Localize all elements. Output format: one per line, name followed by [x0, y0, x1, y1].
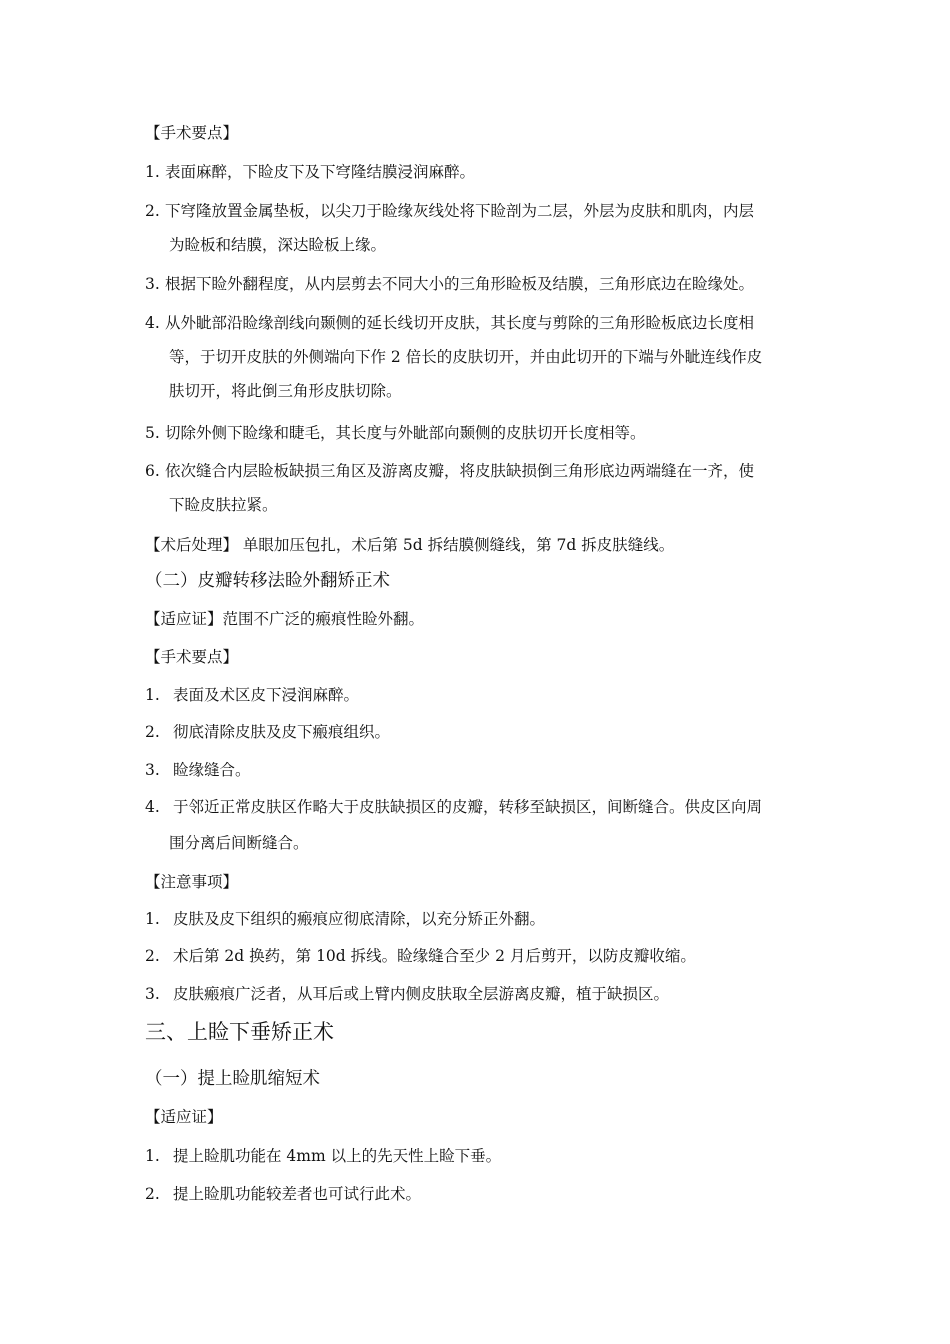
section-title: （一）提上睑肌缩短术 — [145, 1069, 320, 1089]
list-item — [145, 162, 815, 182]
item-text: 术后第 2d 换药，第 10d 拆线。睑缘缝合至少 2 月后剪开，以防皮瓣收缩。 — [173, 947, 696, 965]
section-title: （二）皮瓣转移法睑外翻矫正术 — [145, 571, 390, 591]
item-text-continuation: 等，于切开皮肤的外侧端向下作 2 倍长的皮肤切开，并由此切开的下端与外眦连线作皮 — [169, 348, 763, 366]
item-text: 表面及术区皮下浸润麻醉。 — [173, 686, 360, 704]
item-number: 1. — [145, 1147, 160, 1165]
chapter-title: 三、上睑下垂矫正术 — [145, 1020, 334, 1044]
item-text: 根据下睑外翻程度，从内层剪去不同大小的三角形睑板及结膜，三角形底边在睑缘处。 — [165, 275, 755, 293]
key-points-heading: 【手术要点】 — [145, 124, 239, 142]
item-text: 皮肤瘢痕广泛者，从耳后或上臂内侧皮肤取全层游离皮瓣，植于缺损区。 — [173, 985, 670, 1003]
item-number: 3. — [145, 985, 160, 1003]
item-text-continuation: 为睑板和结膜，深达睑板上缘。 — [169, 236, 387, 254]
item-text: 依次缝合内层睑板缺损三角区及游离皮瓣，将皮肤缺损倒三角形底边两端缝在一齐，使 — [165, 462, 755, 480]
item-text: 切除外侧下睑缘和睫毛，其长度与外眦部向颞侧的皮肤切开长度相等。 — [165, 424, 646, 442]
item-number: 2. — [145, 947, 160, 965]
list-item — [145, 461, 815, 481]
item-text: 提上睑肌功能在 4mm 以上的先天性上睑下垂。 — [173, 1147, 502, 1165]
item-text: 皮肤及皮下组织的瘢痕应彻底清除，以充分矫正外翻。 — [173, 910, 546, 928]
item-text: 从外眦部沿睑缘剖线向颞侧的延长线切开皮肤，其长度与剪除的三角形睑板底边长度相 — [165, 314, 755, 332]
item-text: 表面麻醉，下睑皮下及下穹隆结膜浸润麻醉。 — [165, 163, 476, 181]
list-item — [145, 797, 815, 817]
notes-heading: 【注意事项】 — [145, 873, 239, 891]
item-text: 提上睑肌功能较差者也可试行此术。 — [173, 1185, 422, 1203]
item-number: 6. — [145, 462, 160, 480]
item-number: 4. — [145, 798, 160, 816]
item-text-continuation: 围分离后间断缝合。 — [169, 834, 309, 852]
item-number: 2. — [145, 723, 160, 741]
item-number: 4. — [145, 314, 160, 332]
list-item — [145, 423, 815, 443]
list-item — [145, 1184, 815, 1204]
postop-care: 【术后处理】 单眼加压包扎，术后第 5d 拆结膜侧缝线，第 7d 拆皮肤缝线。 — [145, 536, 675, 554]
list-item — [145, 984, 815, 1004]
list-item — [145, 760, 815, 780]
list-item — [145, 722, 815, 742]
item-number: 2. — [145, 1185, 160, 1203]
item-text: 下穹隆放置金属垫板，以尖刀于睑缘灰线处将下睑剖为二层，外层为皮肤和肌肉，内层 — [165, 202, 755, 220]
item-number: 1. — [145, 686, 160, 704]
item-number: 3. — [145, 275, 160, 293]
list-item — [145, 274, 815, 294]
list-item — [145, 946, 815, 966]
item-text: 彻底清除皮肤及皮下瘢痕组织。 — [173, 723, 391, 741]
indication: 【适应证】范围不广泛的瘢痕性睑外翻。 — [145, 610, 425, 628]
list-item — [145, 685, 815, 705]
item-text: 睑缘缝合。 — [173, 761, 251, 779]
item-text-continuation: 肤切开，将此倒三角形皮肤切除。 — [169, 382, 402, 400]
item-number: 2. — [145, 202, 160, 220]
list-item — [145, 201, 815, 221]
item-text-continuation: 下睑皮肤拉紧。 — [169, 496, 278, 514]
item-number: 3. — [145, 761, 160, 779]
item-number: 1. — [145, 163, 160, 181]
item-text: 于邻近正常皮肤区作略大于皮肤缺损区的皮瓣，转移至缺损区，间断缝合。供皮区向周 — [173, 798, 763, 816]
item-number: 1. — [145, 910, 160, 928]
indication-heading: 【适应证】 — [145, 1108, 223, 1126]
list-item — [145, 1146, 815, 1166]
item-number: 5. — [145, 424, 160, 442]
list-item — [145, 909, 815, 929]
key-points-heading: 【手术要点】 — [145, 648, 239, 666]
list-item — [145, 313, 815, 333]
